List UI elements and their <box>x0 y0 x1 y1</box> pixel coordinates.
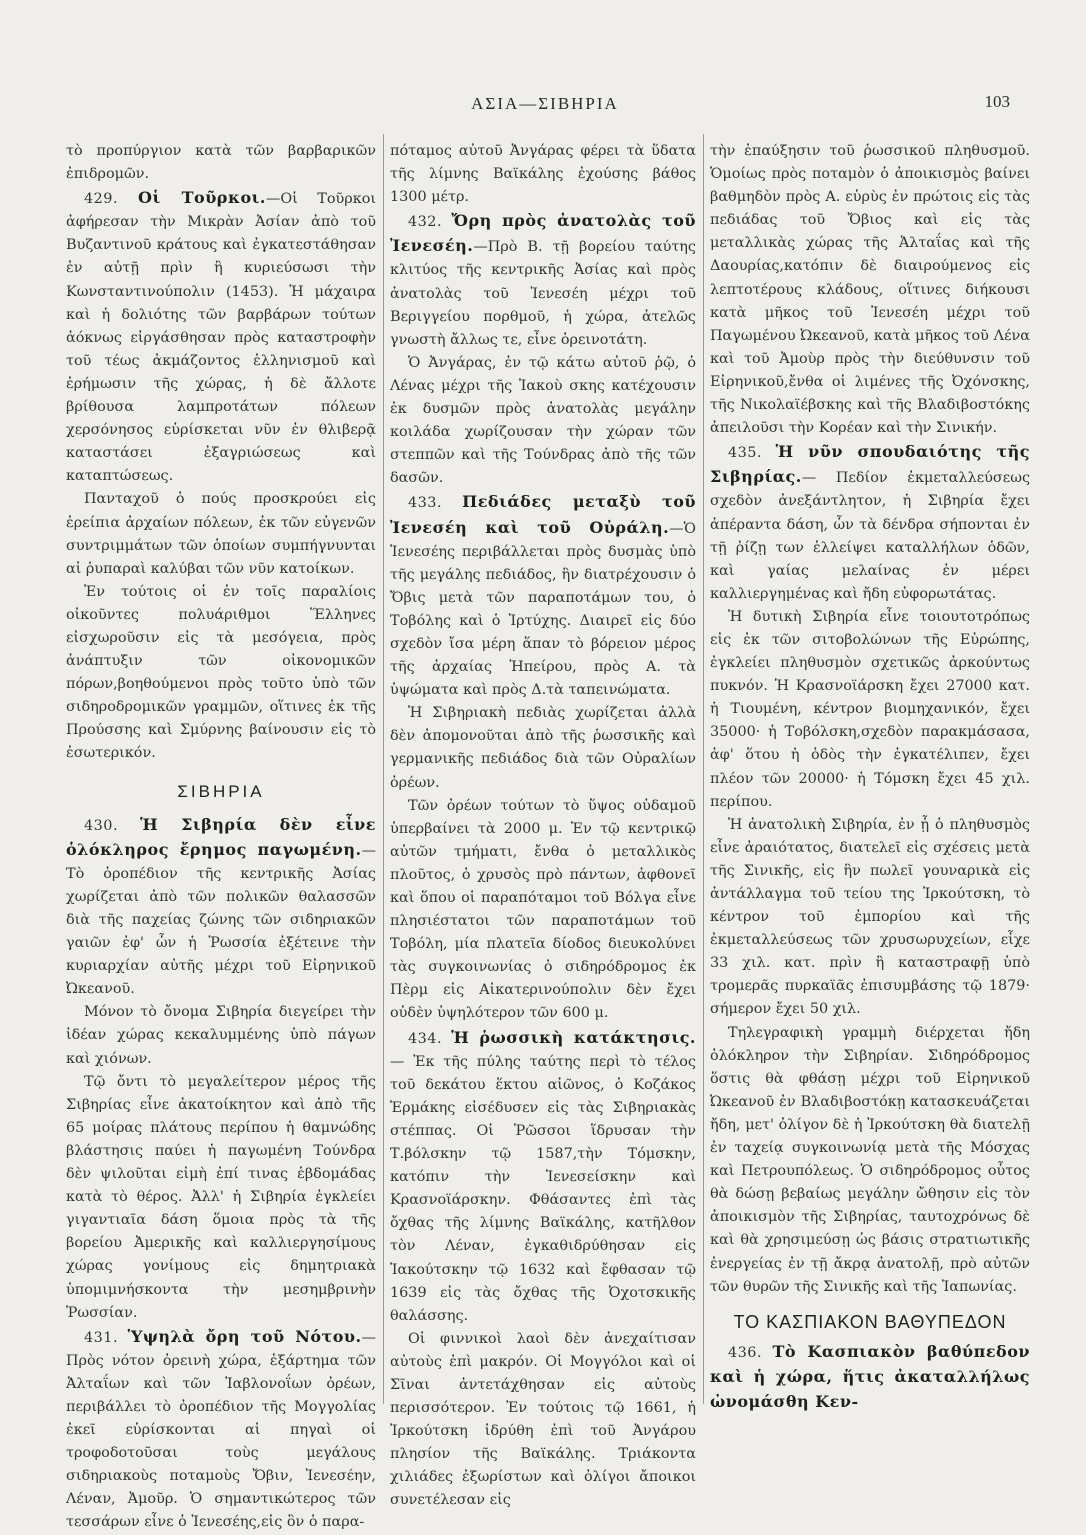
section-number: 436. <box>728 1344 773 1361</box>
section-text: —Τὸ ὀροπέδιον τῆς κεντρικῆς Ἀσίας χωρίζεται ἀπὸ τῶν πολικῶν θαλασσῶν διὰ τῆς παχείας ζώνης τῶν σιδηριακῶν γαιῶν ἐφ' ὧν ἡ Ῥωσσία ἐξέτεινε τὴν κυριαρχίαν αὐτῆς μέχρι τοῦ Εἰρηνικοῦ Ὠκεανοῦ. <box>66 842 376 998</box>
paragraph: Ἐν τούτοις οἱ ἐν τοῖς παραλίοις οἰκοῦντες πολυάριθμοι Ἕλληνες εἰσχωροῦσιν εἰς τὰ μεσόγεια, πρὸς ἀνάπτυξιν τῶν οἰκονομικῶν πόρων,βοηθούμενοι πρὸς τοῦτο ὑπὸ τῶν σιδηροδρομικῶν γραμμῶν, οἵτινες ἐκ τῆς Προύσσης καὶ Σμύρνης βαίνουσιν εἰς τὸ ἐσωτερικόν. <box>66 583 376 762</box>
section-number: 435. <box>728 445 776 462</box>
section-number: 430. <box>84 817 141 834</box>
paragraph: πόταμος αὐτοῦ Ἀνγάρας φέρει τὰ ὕδατα τῆς λίμνης Βαϊκάλης ἐχούσης βάθος 1300 μέτρ. <box>390 143 696 206</box>
column-rule <box>703 134 704 1404</box>
section-433 <box>390 490 696 702</box>
paragraph: τὴν ἐπαύξησιν τοῦ ῥωσσικοῦ πληθυσμοῦ. Ὁμοίως πρὸς ποταμὸν ὁ ἀποικισμὸς βαίνει βαθμηδὸν πρὸς Α. εὑρὺς ἐν πρώτοις εἰς τὰς πεδιάδας τοῦ Ὄβιος καὶ εἰς τὰς μεταλλικὰς χώρας τῆς Ἀλταΐας καὶ τῆς Δαουρίας,κατόπιν δὲ διαιρούμενος εἰς λεπτοτέρους κλάδους, οἵτινες διήκουσι κατὰ μῆκος τοῦ Ἰενεσέη μέχρι τοῦ Παγωμένου Ὠκεανοῦ, κατὰ μῆκος τοῦ Λένα καὶ τοῦ Ἀμοὺρ πρὸς τὴν διεύθυνσιν τοῦ Εἰρηνικοῦ,ἔνθα οἱ λιμένες τῆς Ὀχόνσκης, τῆς Νικολαϊέβσκης καὶ τῆς Βλαδιβοστόκης ἀπειλοῦσι τὴν Κορέαν καὶ τὴν Σινικήν. <box>710 143 1030 437</box>
page-number: 103 <box>984 92 1010 111</box>
section-title-caspian: ΤΟ ΚΑΣΠΙΑΚΟΝ ΒΑΘΥΠΕΔΟΝ <box>733 1311 1007 1332</box>
section-number: 433. <box>408 495 463 512</box>
section-430 <box>66 813 376 1002</box>
section-text: —Ὁ Ἰενεσέης περιβάλλεται πρὸς δυσμὰς ὑπὸ τῆς μεγάλης πεδιάδος, ἣν διατρέχουσιν ὁ Ὄβις μετὰ τῶν παραποτάμων του, ὁ Τοβόλης καὶ ὁ Ἰρτύχης. Διαιρεῖ εἰς δύο σχεδὸν ἴσα μέρη ἅπαν τὸ βόρειον μέρος τῆς ἀρχαίας Ἠπείρου, πρὸς Α. τὰ ὑψώματα καὶ πρὸς Δ.τὰ ταπεινώματα. <box>390 520 696 699</box>
paragraph: Τηλεγραφικὴ γραμμὴ διέρχεται ἤδη ὁλόκληρον τὴν Σιβηρίαν. Σιδηρόδρομος ὅστις θὰ φθάσῃ μέχρι τοῦ Εἰρηνικοῦ Ὠκεανοῦ ἐν Βλαδιβοστόκῃ κατασκευάζεται ἤδη, μετ' ὀλίγον δὲ ἡ Ἰρκούτσκη θὰ διατελῇ ἐν ταχείᾳ συγκοινωνίᾳ μετὰ τῆς Μόσχας καὶ Πετρουπόλεως. Ὁ σιδηρόδρομος οὗτος θὰ δώσῃ βεβαίως μεγάλην ὤθησιν εἰς τὸν ἀποικισμὸν τῆς Σιβηρίας, ταυτοχρόνως δὲ καὶ θὰ χρησιμεύσῃ ὡς βάσις στρατιωτικῆς ἐνεργείας ἐν τῇ ἄκρᾳ ἀνατολῇ, πρὸ αὐτῶν τῶν θυρῶν τῆς Σινικῆς καὶ τῆς Ἰαπωνίας. <box>710 1024 1030 1295</box>
section-435 <box>710 440 1030 606</box>
section-heading: Τὸ Κασπιακὸν βαθύπεδον καὶ ἡ χώρα, ἥτις ἀκαταλλήλως ὠνομάσθη Κεν- <box>710 1341 1031 1411</box>
paragraph: Ἡ δυτικὴ Σιβηρία εἶνε τοιουτοτρόπως εἰς ἐκ τῶν σιτοβολώνων τῆς Εὐρώπης, ἐγκλείει πληθυσμὸν σχετικῶς ἀρκούντως πυκνόν. Ἡ Κρασνοϊάρσκη ἔχει 27000 κατ. ἡ Τιουμένη, κέντρον βιομηχανικόν, ἔχει 35000· ἡ Τοβόλσκη,σχεδὸν παρακμάσασα, ἀφ' ὅτου ἡ ὁδὸς τὴν ἐγκατέλιπεν, ἔχει πλέον τῶν 20000· ἡ Τόμσκη ἔχει 45 χιλ. περίπου. <box>710 608 1030 810</box>
paragraph: Τῷ ὄντι τὸ μεγαλείτερον μέρος τῆς Σιβηρίας εἶνε ἀκατοίκητον καὶ ἀπὸ τῆς 65 μοίρας πλάτους περίπου ἡ θαμνώδης βλάστησις παύει ἡ παγωμένη Τούνδρα δὲν ψιλοῦται εἰμὴ ἐπί τινας ἑβδομάδας κατὰ τὸ θέρος. Ἀλλ' ἡ Σιβηρία ἐγκλείει γιγαντιαῖα δάση ὅμοια πρὸς τὰ τῆς βορείου Ἀμερικῆς καὶ καλλιεργησίμους χώρας γονίμους εἰς δημητριακὰ ὑπομιμνήσκοντα τὴν μεσημβρινὴν Ῥωσσίαν. <box>66 1073 376 1321</box>
column-rule <box>383 134 384 1404</box>
section-432 <box>390 209 696 352</box>
section-heading: Ἡ ῥωσσικὴ κατάκτησις. <box>451 1027 697 1047</box>
running-head: ΑΣΙΑ—ΣΙΒΗΡΙΑ <box>471 94 619 113</box>
paragraph: Οἱ φιννικοὶ λαοὶ δὲν ἀνεχαίτισαν αὐτοὺς ἐπὶ μακρόν. Οἱ Μογγόλοι καὶ οἱ Σῖναι ἀντετάχθησαν εἰς αὐτοὺς περισσότερον. Ἐν τούτοις τῷ 1661, ἡ Ἰρκούτσκη ἱδρύθη ἐπὶ τοῦ Ἀνγάρου πλησίον τῆς Βαϊκάλης. Τριάκοντα χιλιάδες ἐξωρίστων καὶ ὀλίγοι ἄποικοι συνετέλεσαν εἰς <box>390 1330 696 1509</box>
section-title-siberia: ΣΙΒΗΡΙΑ <box>177 781 265 801</box>
section-heading: Ἡ Σιβηρία δὲν εἶνε ὁλόκληρος ἔρημος παγωμένη. <box>66 814 376 859</box>
column-2 <box>390 140 696 1513</box>
section-text: — Ἐκ τῆς πύλης ταύτης περὶ τὸ τέλος τοῦ δεκάτου ἕκτου αἰῶνος, ὁ Κοζάκος Ἑρμάκης εἰσέδυσεν εἰς τὰς Σιβηριακὰς στέππας. Οἱ Ῥῶσσοι ἵδρυσαν τὴν Τ.βόλσκην τῷ 1587,τὴν Τόμσκην, κατόπιν τὴν Ἰενεσείσκην καὶ Κρασνοϊάρσκην. Φθάσαντες ἐπὶ τὰς ὄχθας τῆς λίμνης Βαϊκάλης, κατῆλθον τὸν Λέναν, ἐγκαθιδρύθησαν εἰς Ἰακούτσκην τῷ 1632 καὶ ἔφθασαν τῷ 1639 εἰς τὰς ὄχθας τῆς Ὀχοτσκικῆς θαλάσσης. <box>390 1053 696 1324</box>
section-text: — Πρὸς νότον ὀρεινὴ χώρα, ἐξάρτημα τῶν Ἀλταΐων καὶ τῶν Ἰαβλονοΐων ὀρέων, περιβάλλει τὸ ὀροπέδιον τῆς Μογγολίας ἐκεῖ εὑρίσκονται αἱ πηγαὶ οἱ τροφοδοτοῦσαι τοὺς μεγάλους σιδηριακοὺς ποταμοὺς Ὄβιν, Ἰενεσέην, Λέναν, Ἀμοῦρ. Ὁ σημαντικώτερος τῶν τεσσάρων εἶνε ὁ Ἰενεσέης,εἰς ὃν ὁ παρα- <box>66 1329 376 1531</box>
paragraph: Ὁ Ἀνγάρας, ἐν τῷ κάτω αὐτοῦ ῥῷ, ὁ Λένας μέχρι τῆς Ἰακοὺ σκης κατέχουσιν ἐκ δυσμῶν πρὸς ἀνατολὰς μεγάλην κοιλάδα χωρίζουσαν τὴν χώραν τῶν στεππῶν καὶ τῆς Τούνδρας ἀπὸ τῆς τῶν δασῶν. <box>390 354 696 487</box>
section-number: 429. <box>84 191 138 208</box>
section-heading: Ὑψηλὰ ὄρη τοῦ Νότου. <box>127 1326 362 1346</box>
section-heading: Πεδιάδες μεταξὺ τοῦ Ἰενεσέη καὶ τοῦ Οὐράλη. <box>390 492 696 537</box>
section-429 <box>66 186 376 488</box>
section-heading: Ὄρη πρὸς ἀνατολὰς τοῦ Ἰενεσέη. <box>390 211 696 256</box>
section-431 <box>66 1325 376 1535</box>
paragraph: Τῶν ὀρέων τούτων τὸ ὕψος οὐδαμοῦ ὑπερβαίνει τὰ 2000 μ. Ἐν τῷ κεντρικῷ αὐτῶν τμήματι, ἔνθα ὁ μεταλλικὸς πλοῦτος, ὁ χρυσὸς πρὸ πάντων, ἀφθονεῖ καὶ ὅπου οἱ παραπόταμοι τοῦ Βόλγα εἶνε πλησιέστατοι τῶν παραποτάμων τοῦ Τοβόλη, μία πλατεῖα δίοδος διευκολύνει τὰς συγκοινωνίας ὁ σιδηρόδρομος ἐκ Πὲρμ εἰς Αἰκατερινούπολιν δὲν ἔχει οὐδὲν ὑψηλότερον τῶν 600 μ. <box>390 797 696 1022</box>
section-text: —Πρὸ Β. τῇ βορείου ταύτης κλιτύος τῆς κεντρικῆς Ἀσίας καὶ πρὸς ἀνατολὰς τοῦ Ἰενεσέη μέχρι τοῦ Βεριγγείου πορθμοῦ, ἡ χώρα, ἀτελῶς γνωστὴ ἄλλως τε, εἶνε ὀρεινοτάτη. <box>390 239 696 348</box>
section-number: 431. <box>84 1329 128 1346</box>
section-text: — Πεδίον ἐκμεταλλεύσεως σχεδὸν ἀνεξάντλητον, ἡ Σιβηρία ἔχει ἀπέραντα δάση, ὧν τὰ δένδρα σήπονται ἐν τῇ ῥίζῃ των ἐλλείψει καταλλήλων ὁδῶν, καὶ γαίας μελαίνας ἐν μέρει καλλιεργημένας καὶ ἤδη εὐφορωτάτας. <box>710 470 1030 602</box>
section-heading: Ἡ νῦν σπουδαιότης τῆς Σιβηρίας. <box>710 442 1030 487</box>
column-3 <box>710 140 1030 1415</box>
paragraph: Πανταχοῦ ὁ πούς προσκρούει εἰς ἐρείπια ἀρχαίων πόλεων, ἐκ τῶν εὐγενῶν συντριμμάτων τῶν ὁποίων συμπήγνυνται αἱ ῥυπαραὶ καλύβαι τῶν νῦν κατοίκων. <box>66 491 376 577</box>
paragraph: Μόνον τὸ ὄνομα Σιβηρία διεγείρει τὴν ἰδέαν χώρας κεκαλυμμένης ὑπὸ πάγων καὶ χιόνων. <box>66 1004 376 1067</box>
section-436 <box>710 1340 1030 1415</box>
section-number: 434. <box>408 1030 452 1047</box>
section-text: —Οἱ Τοῦρκοι ἀφήρεσαν τὴν Μικρὰν Ἀσίαν ἀπὸ τοῦ Βυζαντινοῦ κράτους καὶ ἐγκατεστάθησαν ἐν αὐτῇ πρὶν ἢ κυριεύσωσι τὴν Κωνσταντινούπολιν (1453). Ἡ μάχαιρα καὶ ἡ δολιότης τῶν βαρβάρων τούτων ἀόκνως εἰργάσθησαν πρὸς καταστροφὴν τοῦ τέως ἀκμάζοντος ἑλληνισμοῦ καὶ ἐρήμωσιν τῆς χώρας, ἡ δὲ ἄλλοτε βρίθουσα λαμπροτάτων πόλεων χερσόνησος εὑρίσκεται νῦν ἐν θλιβερᾷ καταστάσει ἐξαγριώσεως καὶ καταπτώσεως. <box>66 191 376 485</box>
section-434 <box>390 1026 696 1328</box>
paragraph: τὸ προπύργιον κατὰ τῶν βαρβαρικῶν ἐπιδρομῶν. <box>66 143 376 183</box>
paragraph: Ἡ ἀνατολικὴ Σιβηρία, ἐν ᾗ ὁ πληθυσμὸς εἶνε ἀραιότατος, διατελεῖ εἰς σχέσεις μετὰ τῆς Σινικῆς, εἰς ἣν πωλεῖ γουναρικὰ εἰς ἀντάλλαγμα τοῦ τείου της Ἰρκούτσκη, τὸ κέντρον τοῦ ἐμπορίου καὶ τῆς ἐκμεταλλεύσεως τῶν χρυσωρυχείων, εἶχε 33 χιλ. κατ. πρὶν ἢ καταστραφῇ ὑπὸ τρομερᾶς πυρκαϊᾶς ἐπισυμβάσης τῷ 1879· σήμερον ἔχει 50 χιλ. <box>710 816 1030 1018</box>
section-number: 432. <box>408 214 452 231</box>
paragraph: Ἡ Σιβηριακὴ πεδιὰς χωρίζεται ἀλλὰ δὲν ἀπομονοῦται ἀπὸ τῆς ῥωσσικῆς καὶ γερμανικῆς πεδιάδος διὰ τῶν Οὐραλίων ὀρέων. <box>390 705 696 791</box>
column-1 <box>66 140 376 1535</box>
section-heading: Οἱ Τοῦρκοι. <box>138 188 266 208</box>
